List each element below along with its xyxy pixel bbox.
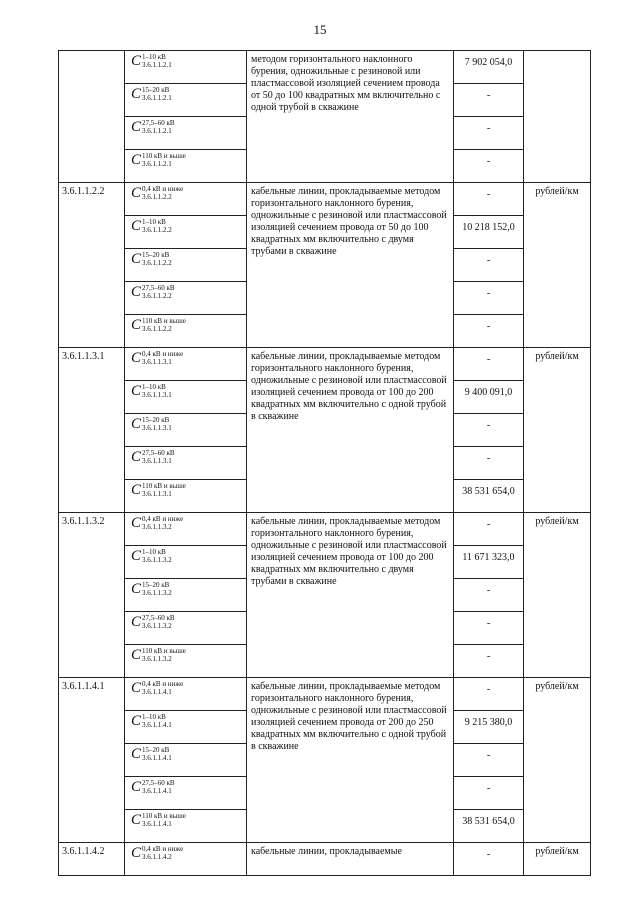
- rate-symbol: [125, 348, 247, 381]
- rate-value: 10 218 152,0: [454, 216, 524, 249]
- symbol-index: 3.6.1.1.3.1: [142, 391, 172, 399]
- item-code: 3.6.1.1.4.1: [59, 678, 125, 843]
- symbol-letter: C: [131, 317, 142, 333]
- rate-value: -: [454, 117, 524, 150]
- symbol-letter: C: [131, 218, 142, 234]
- symbol-index: 3.6.1.1.4.1: [142, 820, 172, 828]
- voltage-class: 1–10 кВ: [142, 53, 166, 61]
- voltage-class: 15–20 кВ: [142, 581, 170, 589]
- symbol-letter: C: [131, 449, 142, 465]
- item-description: кабельные линии, прокладываемые: [247, 843, 454, 876]
- symbol-letter: C: [131, 746, 142, 762]
- rate-symbol: [125, 546, 247, 579]
- item-description: кабельные линии, прокладываемые методом горизонтального наклонного бурения, одножильные с резиновой или пластмассовой изоляцией сечением провода от 100 до 200 квадратных мм включительно с двумя трубами в скважине: [247, 513, 454, 678]
- voltage-class: 27,5–60 кВ: [142, 779, 175, 787]
- rate-symbol: [125, 282, 247, 315]
- symbol-index: 3.6.1.1.2.2: [142, 292, 172, 300]
- symbol-letter: C: [131, 812, 142, 828]
- rate-value: -: [454, 777, 524, 810]
- table-row: [59, 513, 591, 546]
- symbol-letter: C: [131, 416, 142, 432]
- symbol-index: 3.6.1.1.4.1: [142, 688, 172, 696]
- symbol-letter: C: [131, 482, 142, 498]
- voltage-class: 27,5–60 кВ: [142, 119, 175, 127]
- rate-value: -: [454, 612, 524, 645]
- item-code: 3.6.1.1.3.2: [59, 513, 125, 678]
- rate-value: -: [454, 315, 524, 348]
- symbol-index: 3.6.1.1.2.1: [142, 94, 172, 102]
- voltage-class: 110 кВ и выше: [142, 482, 186, 490]
- rate-symbol: [125, 183, 247, 216]
- rate-symbol: [125, 414, 247, 447]
- symbol-index: 3.6.1.1.4.2: [142, 853, 172, 861]
- rate-symbol: [125, 480, 247, 513]
- rate-symbol: [125, 810, 247, 843]
- voltage-class: 1–10 кВ: [142, 548, 166, 556]
- rate-symbol: [125, 678, 247, 711]
- item-code: [59, 51, 125, 183]
- rate-value: 38 531 654,0: [454, 810, 524, 843]
- symbol-letter: C: [131, 185, 142, 201]
- item-description: кабельные линии, прокладываемые методом горизонтального наклонного бурения, одножильные с резиновой или пластмассовой изоляцией сечением провода от 100 до 200 квадратных мм включительно с одной трубой в скважине: [247, 348, 454, 513]
- symbol-index: 3.6.1.1.2.1: [142, 61, 172, 69]
- symbol-index: 3.6.1.1.2.1: [142, 127, 172, 135]
- rate-value: 11 671 323,0: [454, 546, 524, 579]
- voltage-class: 0,4 кВ и ниже: [142, 515, 184, 523]
- rate-symbol: [125, 381, 247, 414]
- rate-value: -: [454, 513, 524, 546]
- voltage-class: 110 кВ и выше: [142, 152, 186, 160]
- symbol-letter: C: [131, 383, 142, 399]
- symbol-letter: C: [131, 284, 142, 300]
- symbol-letter: C: [131, 647, 142, 663]
- rate-value: -: [454, 447, 524, 480]
- voltage-class: 0,4 кВ и ниже: [142, 185, 184, 193]
- rate-value: -: [454, 843, 524, 876]
- item-description: кабельные линии, прокладываемые методом горизонтального наклонного бурения, одножильные с резиновой или пластмассовой изоляцией сечением провода от 200 до 250 квадратных мм включительно с одной трубой в скважине: [247, 678, 454, 843]
- symbol-index: 3.6.1.1.3.1: [142, 457, 172, 465]
- symbol-index: 3.6.1.1.3.2: [142, 523, 172, 531]
- symbol-letter: C: [131, 152, 142, 168]
- rate-value: -: [454, 249, 524, 282]
- table-row: [59, 183, 591, 216]
- symbol-index: 3.6.1.1.3.2: [142, 589, 172, 597]
- rate-symbol: [125, 744, 247, 777]
- rate-symbol: [125, 249, 247, 282]
- rate-symbol: [125, 645, 247, 678]
- symbol-index: 3.6.1.1.2.2: [142, 325, 172, 333]
- rate-symbol: [125, 513, 247, 546]
- rate-symbol: [125, 777, 247, 810]
- symbol-letter: C: [131, 713, 142, 729]
- item-code: 3.6.1.1.3.1: [59, 348, 125, 513]
- symbol-index: 3.6.1.1.2.2: [142, 226, 172, 234]
- rate-value: -: [454, 150, 524, 183]
- voltage-class: 110 кВ и выше: [142, 647, 186, 655]
- rate-value: -: [454, 414, 524, 447]
- rate-symbol: [125, 315, 247, 348]
- voltage-class: 1–10 кВ: [142, 218, 166, 226]
- symbol-index: 3.6.1.1.3.2: [142, 622, 172, 630]
- rate-symbol: [125, 711, 247, 744]
- voltage-class: 27,5–60 кВ: [142, 284, 175, 292]
- voltage-class: 0,4 кВ и ниже: [142, 680, 184, 688]
- voltage-class: 110 кВ и выше: [142, 317, 186, 325]
- voltage-class: 15–20 кВ: [142, 746, 170, 754]
- voltage-class: 15–20 кВ: [142, 86, 170, 94]
- rate-symbol: [125, 51, 247, 84]
- rate-value: -: [454, 645, 524, 678]
- unit-of-measure: рублей/км: [524, 513, 591, 678]
- table-row: [59, 51, 591, 84]
- symbol-letter: C: [131, 680, 142, 696]
- symbol-letter: C: [131, 350, 142, 366]
- voltage-class: 15–20 кВ: [142, 251, 170, 259]
- unit-of-measure: [524, 51, 591, 183]
- rate-value: 9 215 380,0: [454, 711, 524, 744]
- voltage-class: 15–20 кВ: [142, 416, 170, 424]
- symbol-index: 3.6.1.1.3.1: [142, 490, 172, 498]
- rate-symbol: [125, 579, 247, 612]
- rate-symbol: [125, 843, 247, 876]
- page-number: 15: [313, 22, 327, 37]
- symbol-index: 3.6.1.1.4.1: [142, 721, 172, 729]
- table-row: [59, 843, 591, 876]
- symbol-letter: C: [131, 53, 142, 69]
- rate-symbol: [125, 216, 247, 249]
- voltage-class: 1–10 кВ: [142, 383, 166, 391]
- item-description: методом горизонтального наклонного бурения, одножильные с резиновой или пластмассовой изоляцией сечением провода от 50 до 100 квадратных мм включительно с одной трубой в скважине: [247, 51, 454, 183]
- unit-of-measure: рублей/км: [524, 843, 591, 876]
- rate-symbol: [125, 117, 247, 150]
- voltage-class: 110 кВ и выше: [142, 812, 186, 820]
- rate-value: 38 531 654,0: [454, 480, 524, 513]
- symbol-index: 3.6.1.1.2.2: [142, 193, 172, 201]
- unit-of-measure: рублей/км: [524, 678, 591, 843]
- symbol-index: 3.6.1.1.3.2: [142, 655, 172, 663]
- item-description: кабельные линии, прокладываемые методом горизонтального наклонного бурения, одножильные с резиновой или пластмассовой изоляцией сечением провода от 50 до 100 квадратных мм включительно с двумя трубами в скважине: [247, 183, 454, 348]
- symbol-letter: C: [131, 515, 142, 531]
- rate-value: -: [454, 183, 524, 216]
- unit-of-measure: рублей/км: [524, 183, 591, 348]
- rate-symbol: [125, 84, 247, 117]
- symbol-letter: C: [131, 251, 142, 267]
- symbol-letter: C: [131, 779, 142, 795]
- rate-value: -: [454, 348, 524, 381]
- table-row: [59, 678, 591, 711]
- rate-value: -: [454, 744, 524, 777]
- rate-value: -: [454, 678, 524, 711]
- voltage-class: 27,5–60 кВ: [142, 449, 175, 457]
- symbol-letter: C: [131, 86, 142, 102]
- voltage-class: 0,4 кВ и ниже: [142, 350, 184, 358]
- symbol-letter: C: [131, 581, 142, 597]
- voltage-class: 0,4 кВ и ниже: [142, 845, 184, 853]
- symbol-index: 3.6.1.1.3.2: [142, 556, 172, 564]
- rates-table: [58, 50, 591, 876]
- symbol-letter: C: [131, 548, 142, 564]
- symbol-index: 3.6.1.1.4.1: [142, 787, 172, 795]
- rate-symbol: [125, 447, 247, 480]
- voltage-class: 27,5–60 кВ: [142, 614, 175, 622]
- symbol-letter: C: [131, 614, 142, 630]
- symbol-letter: C: [131, 845, 142, 861]
- symbol-index: 3.6.1.1.3.1: [142, 358, 172, 366]
- rate-value: 9 400 091,0: [454, 381, 524, 414]
- unit-of-measure: рублей/км: [524, 348, 591, 513]
- rate-value: -: [454, 84, 524, 117]
- rate-value: -: [454, 579, 524, 612]
- rate-symbol: [125, 612, 247, 645]
- voltage-class: 1–10 кВ: [142, 713, 166, 721]
- symbol-index: 3.6.1.1.2.2: [142, 259, 172, 267]
- symbol-letter: C: [131, 119, 142, 135]
- rate-value: 7 902 054,0: [454, 51, 524, 84]
- item-code: 3.6.1.1.4.2: [59, 843, 125, 876]
- symbol-index: 3.6.1.1.4.1: [142, 754, 172, 762]
- rate-symbol: [125, 150, 247, 183]
- item-code: 3.6.1.1.2.2: [59, 183, 125, 348]
- symbol-index: 3.6.1.1.3.1: [142, 424, 172, 432]
- rate-value: -: [454, 282, 524, 315]
- table-row: [59, 348, 591, 381]
- symbol-index: 3.6.1.1.2.1: [142, 160, 172, 168]
